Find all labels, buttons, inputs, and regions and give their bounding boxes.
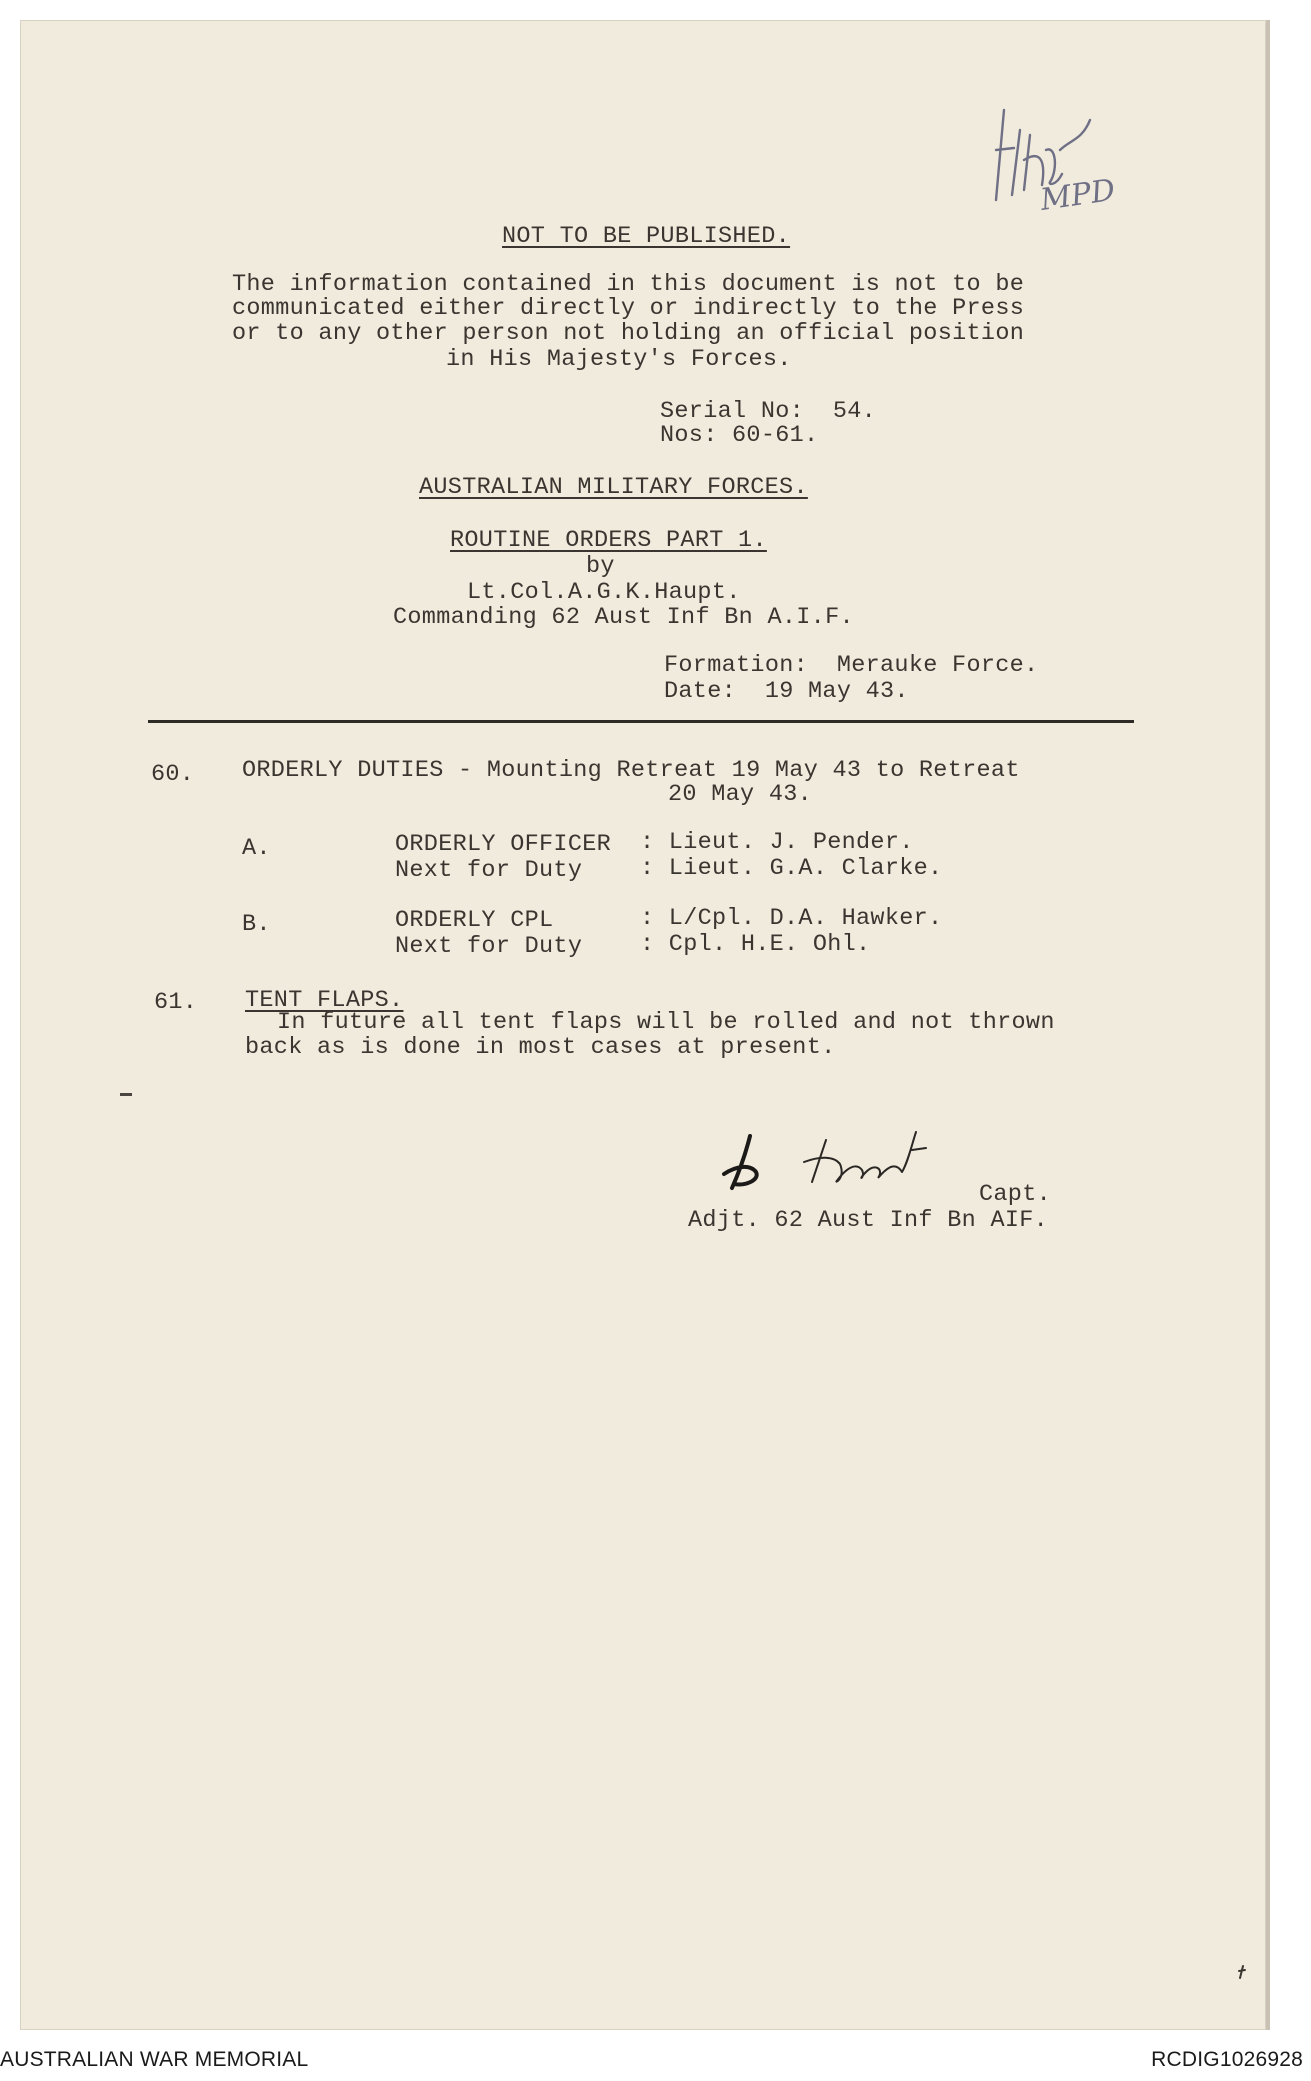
order-60-b-letter: B. xyxy=(242,911,271,938)
order-60-b-value-1: : L/Cpl. D.A. Hawker. xyxy=(640,905,943,932)
notice-line-4: in His Majesty's Forces. xyxy=(446,346,792,373)
paper-edge xyxy=(1266,20,1270,2030)
order-61-heading: TENT FLAPS. xyxy=(245,987,404,1014)
footer-source: AUSTRALIAN WAR MEMORIAL xyxy=(0,2048,309,2071)
order-61-number: 61. xyxy=(154,989,198,1016)
order-61-line-1: In future all tent flaps will be rolled and not thrown xyxy=(277,1009,1055,1036)
footer-record-id: RCDIG1026928 xyxy=(1151,2048,1303,2071)
restriction-title: NOT TO BE PUBLISHED. xyxy=(502,223,791,250)
order-60-a-value-1: : Lieut. J. Pender. xyxy=(640,829,914,856)
serial-number: Serial No: 54. xyxy=(660,398,877,425)
corner-mark xyxy=(1236,1964,1248,1980)
force-title: AUSTRALIAN MILITARY FORCES. xyxy=(419,474,808,501)
order-60-a-letter: A. xyxy=(242,835,271,862)
order-60-a-label-1: ORDERLY OFFICER xyxy=(395,831,612,858)
orders-title: ROUTINE ORDERS PART 1. xyxy=(450,527,767,554)
date-line: Date: 19 May 43. xyxy=(664,678,909,705)
order-60-a-value-2: : Lieut. G.A. Clarke. xyxy=(640,855,943,882)
signatory-appointment: Adjt. 62 Aust Inf Bn AIF. xyxy=(688,1207,1049,1234)
order-60-number: 60. xyxy=(151,761,195,788)
order-60-b-label-1: ORDERLY CPL xyxy=(395,907,554,934)
adjutant-signature xyxy=(716,1122,976,1202)
handwritten-annotation-text: MPD xyxy=(1038,172,1118,218)
notice-line-1: The information contained in this document is not to be xyxy=(232,271,1025,298)
header-divider xyxy=(148,720,1134,723)
order-60-b-value-2: : Cpl. H.E. Ohl. xyxy=(640,931,871,958)
margin-mark xyxy=(120,1093,132,1096)
order-60-a-label-2: Next for Duty xyxy=(395,857,583,884)
by-line: by xyxy=(586,553,615,580)
signatory-rank: Capt. xyxy=(979,1181,1052,1208)
order-60-b-label-2: Next for Duty xyxy=(395,933,583,960)
commander-name: Lt.Col.A.G.K.Haupt. xyxy=(467,579,741,606)
order-60-line-1: ORDERLY DUTIES - Mounting Retreat 19 May 43 to Retreat xyxy=(242,757,1020,784)
commanding-unit: Commanding 62 Aust Inf Bn A.I.F. xyxy=(393,604,854,631)
notice-line-2: communicated either directly or indirectly to the Press xyxy=(232,295,1025,322)
order-60-line-2: 20 May 43. xyxy=(668,781,813,808)
order-numbers: Nos: 60-61. xyxy=(660,422,819,449)
handwritten-annotation xyxy=(990,90,1130,230)
notice-line-3: or to any other person not holding an official position xyxy=(232,320,1025,347)
formation-line: Formation: Merauke Force. xyxy=(664,652,1039,679)
order-61-line-2: back as is done in most cases at present. xyxy=(245,1034,836,1061)
